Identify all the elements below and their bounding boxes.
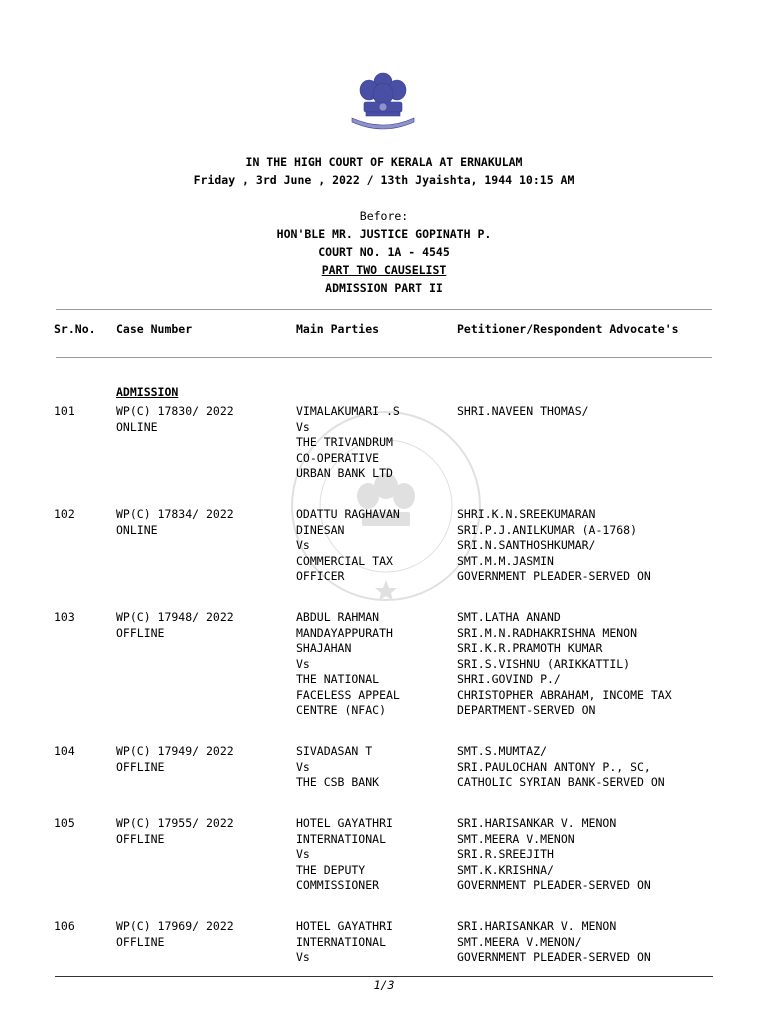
- row-main-parties-line: ABDUL RAHMAN: [296, 610, 380, 624]
- national-emblem-icon: [344, 70, 422, 134]
- row-advocates: [457, 919, 651, 966]
- row-main-parties-line: HOTEL GAYATHRI: [296, 816, 393, 830]
- column-header-case-number: Case Number: [116, 322, 193, 336]
- row-advocates-line: SHRI.NAVEEN THOMAS/: [457, 404, 589, 418]
- row-case-number-line: WP(C) 17830/ 2022: [116, 404, 234, 418]
- row-main-parties-line: Vs: [296, 538, 310, 552]
- row-main-parties-line: INTERNATIONAL: [296, 831, 387, 846]
- row-advocates: [457, 507, 651, 585]
- row-case-number-line: WP(C) 17834/ 2022: [116, 507, 234, 521]
- row-main-parties: [296, 610, 400, 719]
- row-srno-line: 105: [54, 816, 75, 830]
- row-main-parties-line: Vs: [296, 950, 310, 964]
- row-main-parties-line: ODATTU RAGHAVAN: [296, 507, 400, 521]
- judge-name: HON'BLE MR. JUSTICE GOPINATH P.: [276, 227, 492, 241]
- column-header-srno: Sr.No.: [54, 322, 96, 336]
- row-main-parties-line: Vs: [296, 759, 310, 774]
- row-case-number: [116, 507, 234, 538]
- row-srno-line: 101: [54, 404, 75, 418]
- row-advocates-line: SRI.S.VISHNU (ARIKKATTIL): [457, 656, 631, 671]
- row-srno: [54, 610, 75, 626]
- row-case-number-line: OFFLINE: [116, 831, 165, 846]
- row-main-parties-line: SHAJAHAN: [296, 641, 352, 655]
- row-main-parties: [296, 919, 393, 966]
- column-header-advocates: Petitioner/Respondent Advocate's: [457, 322, 679, 336]
- row-case-number-line: WP(C) 17955/ 2022: [116, 816, 234, 830]
- row-case-number-line: WP(C) 17969/ 2022: [116, 919, 234, 933]
- row-advocates-line: SMT.K.KRISHNA/: [457, 862, 554, 877]
- row-advocates-line: SRI.PAULOCHAN ANTONY P., SC,: [457, 759, 651, 774]
- row-advocates-line: SMT.MEERA V.MENON: [457, 831, 575, 846]
- row-srno-line: 106: [54, 919, 75, 933]
- row-srno-line: 102: [54, 507, 75, 521]
- row-case-number: [116, 919, 234, 950]
- row-main-parties-line: URBAN BANK LTD: [296, 466, 393, 480]
- row-srno: [54, 744, 75, 760]
- row-main-parties-line: CENTRE (NFAC): [296, 703, 387, 717]
- row-main-parties-line: MANDAYAPPURATH: [296, 625, 393, 640]
- page-number: 1/3: [373, 978, 395, 992]
- row-srno: [54, 816, 75, 832]
- row-advocates-line: SRI.R.SREEJITH: [457, 847, 554, 861]
- list-type: PART TWO CAUSELIST: [321, 263, 447, 277]
- row-advocates-line: CHRISTOPHER ABRAHAM, INCOME TAX: [457, 687, 672, 702]
- row-advocates-line: CATHOLIC SYRIAN BANK-SERVED ON: [457, 775, 665, 789]
- before-label: Before:: [359, 209, 409, 223]
- row-advocates-line: SRI.N.SANTHOSHKUMAR/: [457, 538, 596, 552]
- row-main-parties-line: THE TRIVANDRUM: [296, 435, 393, 449]
- row-advocates-line: SMT.M.M.JASMIN: [457, 553, 554, 568]
- row-case-number-line: OFFLINE: [116, 625, 165, 640]
- row-main-parties-line: THE NATIONAL: [296, 672, 380, 686]
- row-advocates: [457, 404, 589, 420]
- row-case-number-line: ONLINE: [116, 522, 158, 537]
- list-subtype: ADMISSION PART II: [325, 281, 443, 295]
- row-advocates-line: SRI.K.R.PRAMOTH KUMAR: [457, 641, 603, 655]
- row-advocates: [457, 610, 672, 719]
- row-srno: [54, 404, 75, 420]
- row-main-parties-line: SIVADASAN T: [296, 744, 373, 758]
- row-advocates-line: SRI.HARISANKAR V. MENON: [457, 816, 617, 830]
- header-bottom-rule: [56, 357, 712, 358]
- row-main-parties: [296, 404, 400, 482]
- row-case-number-line: WP(C) 17949/ 2022: [116, 744, 234, 758]
- row-advocates-line: SHRI.GOVIND P./: [457, 672, 561, 686]
- row-main-parties-line: VIMALAKUMARI .S: [296, 404, 400, 418]
- row-main-parties-line: INTERNATIONAL: [296, 934, 387, 949]
- sitting-datetime: Friday , 3rd June , 2022 / 13th Jyaishta, 1944 10:15 AM: [193, 173, 575, 187]
- section-title: ADMISSION: [116, 385, 179, 399]
- row-case-number-line: WP(C) 17948/ 2022: [116, 610, 234, 624]
- row-main-parties-line: COMMERCIAL TAX: [296, 553, 393, 568]
- row-advocates-line: SMT.MEERA V.MENON/: [457, 934, 582, 949]
- row-srno: [54, 507, 75, 523]
- row-main-parties-line: HOTEL GAYATHRI: [296, 919, 393, 933]
- row-srno-line: 103: [54, 610, 75, 624]
- row-main-parties-line: CO-OPERATIVE: [296, 450, 380, 465]
- court-title: IN THE HIGH COURT OF KERALA AT ERNAKULAM: [245, 155, 523, 169]
- row-advocates-line: GOVERNMENT PLEADER-SERVED ON: [457, 878, 651, 892]
- column-header-main-parties: Main Parties: [296, 322, 380, 336]
- row-advocates-line: SRI.M.N.RADHAKRISHNA MENON: [457, 625, 638, 640]
- row-advocates-line: GOVERNMENT PLEADER-SERVED ON: [457, 950, 651, 964]
- row-main-parties: [296, 744, 379, 791]
- row-case-number-line: OFFLINE: [116, 759, 165, 774]
- row-advocates-line: SMT.S.MUMTAZ/: [457, 744, 548, 758]
- row-case-number: [116, 816, 234, 847]
- row-main-parties-line: Vs: [296, 419, 310, 434]
- row-case-number: [116, 404, 234, 435]
- row-main-parties-line: Vs: [296, 847, 310, 861]
- row-advocates: [457, 744, 665, 791]
- row-advocates-line: SRI.P.J.ANILKUMAR (A-1768): [457, 522, 638, 537]
- row-advocates-line: DEPARTMENT-SERVED ON: [457, 703, 596, 717]
- row-srno-line: 104: [54, 744, 75, 758]
- row-main-parties-line: Vs: [296, 656, 310, 671]
- row-advocates: [457, 816, 651, 894]
- row-main-parties-line: COMMISSIONER: [296, 878, 380, 892]
- court-number: COURT NO. 1A - 4545: [318, 245, 450, 259]
- row-main-parties-line: THE CSB BANK: [296, 775, 380, 789]
- row-advocates-line: SRI.HARISANKAR V. MENON: [457, 919, 617, 933]
- row-case-number: [116, 744, 234, 775]
- row-case-number-line: OFFLINE: [116, 934, 165, 949]
- row-main-parties-line: OFFICER: [296, 569, 345, 583]
- row-advocates-line: SHRI.K.N.SREEKUMARAN: [457, 507, 596, 521]
- row-case-number-line: ONLINE: [116, 419, 158, 434]
- row-main-parties-line: FACELESS APPEAL: [296, 687, 400, 702]
- row-advocates-line: SMT.LATHA ANAND: [457, 610, 561, 624]
- row-srno: [54, 919, 75, 935]
- row-main-parties-line: THE DEPUTY: [296, 862, 366, 877]
- header-top-rule: [56, 309, 712, 310]
- row-main-parties: [296, 816, 393, 894]
- row-main-parties-line: DINESAN: [296, 522, 345, 537]
- row-case-number: [116, 610, 234, 641]
- row-advocates-line: GOVERNMENT PLEADER-SERVED ON: [457, 569, 651, 583]
- row-main-parties: [296, 507, 400, 585]
- footer-rule: [55, 976, 713, 977]
